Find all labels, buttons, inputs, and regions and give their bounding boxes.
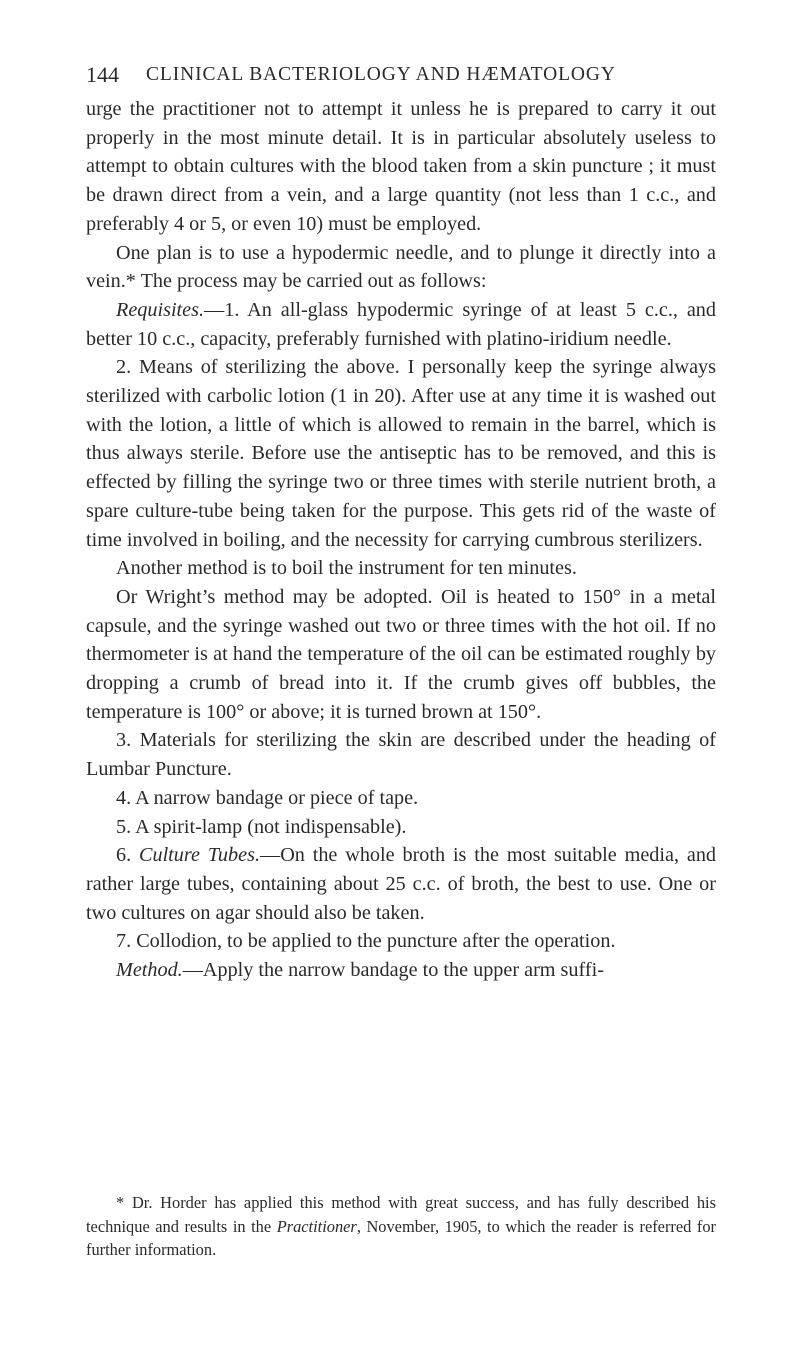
- paragraph-boil-method: Another method is to boil the instrument for ten minutes.: [116, 557, 577, 580]
- culture-tubes-text: —On the whole broth is the most suitable media, and rather large tubes, containing about 25 c.c. of broth, the best to use. One or two cultures on agar should also be taken.: [86, 844, 717, 924]
- paragraph-sterilizing: 2. Means of sterilizing the above. I personally keep the syringe always sterilized with carbolic lotion (1 in 20). After use at any time it is washed out with the lotion, a little of which is allowed to remain in the barrel, which is thus always sterile. Before use the antiseptic has to be removed, and this is effected by filling the syringe two or three times with sterile nutrient broth, a spare culture-tube being taken for the purpose. This gets rid of the waste of time involved in boiling, and the necessity for carrying cumbrous sterilizers.: [86, 356, 716, 551]
- page-number: 144: [86, 62, 119, 87]
- footnote: [86, 1191, 716, 1262]
- running-title: CLINICAL BACTERIOLOGY AND HÆMATOLOGY: [146, 64, 616, 85]
- paragraph-method: [86, 956, 716, 985]
- paragraph-item-7: 7. Collodion, to be applied to the puncture after the operation.: [116, 930, 616, 953]
- footnote-text-before: * Dr. Horder has applied this method with great success, and has fully described his technique and results in the: [86, 1193, 716, 1236]
- footnote-journal: Practitioner: [276, 1216, 357, 1236]
- paragraph-1: urge the practitioner not to attempt it unless he is prepared to carry it out properly in the most minute detail. It is in particular absolutely useless to attempt to obtain cultures with the blood taken from a skin puncture ; it must be drawn direct from a vein, and a large quantity (not less than 1 c.c., and preferably 4 or 5, or even 10) must be employed.: [86, 98, 716, 235]
- paragraph-culture-tubes: [86, 841, 716, 927]
- item-6-number: 6.: [116, 844, 140, 867]
- paragraph-requisites: [86, 296, 716, 353]
- method-text: —Apply the narrow bandage to the upper arm suffi-: [182, 959, 604, 982]
- culture-tubes-heading: Culture Tubes.: [139, 844, 260, 867]
- footnote-text-after: , November, 1905, to which the reader is referred for further information.: [86, 1216, 717, 1259]
- body-text: [86, 95, 716, 985]
- method-heading: Method.: [116, 959, 183, 982]
- requisites-heading: Requisites.: [116, 298, 205, 321]
- paragraph-wright-method: Or Wright’s method may be adopted. Oil is heated to 150° in a metal capsule, and the syringe washed out two or three times with the hot oil. If no thermometer is at hand the temperature of the oil can be estimated roughly by dropping a crumb of bread into it. If the crumb gives off bubbles, the temperature is 100° or above; it is turned brown at 150°.: [86, 585, 716, 723]
- requisites-item-1: —1. An all-glass hypodermic syringe of at least 5 c.c., and better 10 c.c., capacity, preferably furnished with platino-iridium needle.: [86, 298, 716, 350]
- paragraph-item-4: 4. A narrow bandage or piece of tape.: [116, 786, 419, 809]
- running-head: [86, 62, 716, 90]
- paragraph-item-5: 5. A spirit-lamp (not indispensable).: [116, 815, 407, 838]
- paragraph-2: One plan is to use a hypodermic needle, and to plunge it directly into a vein.* The process may be carried out as follows:: [86, 241, 716, 293]
- paragraph-item-3: 3. Materials for sterilizing the skin are described under the heading of Lumbar Puncture.: [86, 729, 716, 781]
